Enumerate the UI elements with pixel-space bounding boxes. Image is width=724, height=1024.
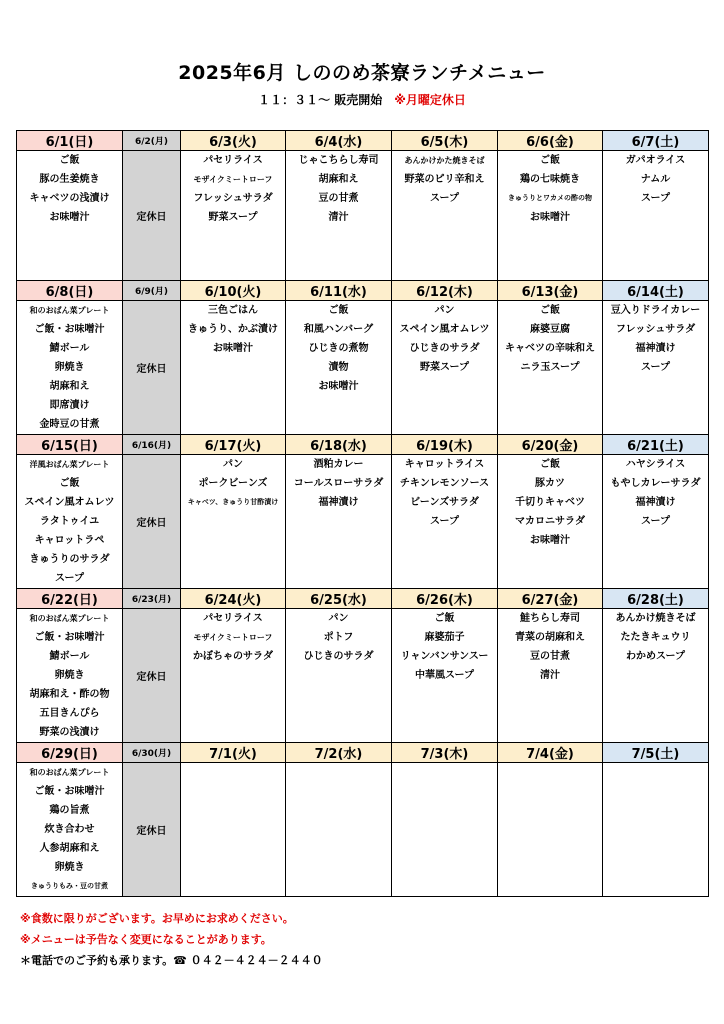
menu-item: 青菜の胡麻和え — [515, 632, 585, 643]
menu-item: ガパオライス — [625, 155, 686, 166]
menu-item: ひじきのサラダ — [303, 651, 374, 662]
day-header: 6/29(日) — [17, 743, 123, 763]
menu-item: 漬物 — [328, 362, 349, 373]
menu-item: 炊き合わせ — [44, 824, 95, 835]
week-menu-row — [17, 609, 709, 743]
menu-item: 豚カツ — [535, 478, 565, 489]
menu-item: チキンレモンソース — [399, 478, 490, 489]
sales-start-notice — [0, 91, 724, 108]
menu-item: ご飯 — [540, 305, 560, 316]
menu-item: 人参胡麻和え — [39, 843, 100, 854]
menu-item: ご飯 — [434, 613, 455, 624]
menu-item: きゅうりもみ・豆の甘煮 — [31, 882, 108, 890]
day-header: 6/10(火) — [181, 281, 286, 301]
week-header-row — [17, 743, 709, 763]
menu-item: 胡麻和え・酢の物 — [29, 689, 110, 700]
menu-item: キャロットライス — [404, 459, 485, 470]
menu-item: わかめスープ — [626, 651, 685, 662]
day-header: 7/4(金) — [498, 743, 603, 763]
menu-list — [17, 609, 122, 742]
day-header: 6/7(土) — [603, 131, 709, 151]
menu-item: お味噌汁 — [213, 343, 253, 354]
menu-item: 野菜のピリ辛和え — [404, 174, 485, 185]
day-header: 6/21(土) — [603, 435, 709, 455]
day-header: 6/19(木) — [392, 435, 498, 455]
menu-list — [17, 151, 122, 227]
day-menu-cell — [603, 301, 709, 435]
menu-item: きゅうりのサラダ — [29, 554, 110, 565]
page-title: 2025年6月 しののめ茶寮ランチメニュー — [178, 62, 546, 84]
menu-item: 鯖ボール — [49, 651, 90, 662]
day-header: 7/2(水) — [286, 743, 392, 763]
day-header: 6/14(土) — [603, 281, 709, 301]
menu-item: 福神漬け — [635, 497, 676, 508]
day-menu-cell — [603, 763, 709, 897]
menu-item: 清汁 — [540, 670, 560, 681]
menu-item: フレッシュサラダ — [615, 324, 696, 335]
menu-item: 鯖ボール — [49, 343, 90, 354]
day-header: 6/28(土) — [603, 589, 709, 609]
day-menu-cell — [392, 609, 498, 743]
menu-item: ビーンズサラダ — [410, 497, 479, 508]
menu-item: ご飯 — [328, 305, 349, 316]
day-menu-cell — [286, 151, 392, 281]
menu-item: キャベツの浅漬け — [29, 193, 110, 204]
week-header-row — [17, 435, 709, 455]
closed-day-cell: 定休日 — [123, 609, 181, 743]
menu-item: ニラ玉スープ — [520, 362, 580, 373]
menu-item: きゅうり、かぶ漬け — [188, 324, 278, 335]
day-header: 6/2(月) — [123, 131, 181, 151]
menu-list — [392, 151, 497, 208]
day-menu-cell — [181, 301, 286, 435]
menu-list — [17, 455, 122, 588]
menu-item: 金時豆の甘煮 — [39, 419, 100, 430]
menu-item: 卵焼き — [54, 862, 85, 873]
day-menu-cell — [181, 609, 286, 743]
menu-item: ご飯 — [540, 459, 560, 470]
menu-item: 卵焼き — [54, 670, 85, 681]
menu-item: スープ — [430, 193, 459, 204]
day-menu-cell — [603, 609, 709, 743]
menu-item: 胡麻和え — [318, 174, 359, 185]
menu-item: 卵焼き — [54, 362, 85, 373]
week-menu-row — [17, 151, 709, 281]
menu-item: 豆の甘煮 — [530, 651, 570, 662]
menu-item: 清汁 — [328, 212, 349, 223]
menu-item: 酒粕カレー — [313, 459, 364, 470]
day-header: 6/16(月) — [123, 435, 181, 455]
day-header: 6/27(金) — [498, 589, 603, 609]
menu-item: スープ — [641, 362, 670, 373]
day-menu-cell — [17, 763, 123, 897]
menu-item: お味噌汁 — [530, 535, 570, 546]
menu-item: パン — [223, 459, 243, 470]
menu-item: ポークビーンズ — [198, 478, 268, 489]
menu-item: 中華風スープ — [415, 670, 474, 681]
day-header: 7/5(土) — [603, 743, 709, 763]
week-header-row — [17, 589, 709, 609]
day-header: 6/8(日) — [17, 281, 123, 301]
menu-item: スペイン風オムレツ — [399, 324, 490, 335]
menu-item: かぼちゃのサラダ — [193, 651, 273, 662]
menu-item: コールスローサラダ — [293, 478, 384, 489]
day-menu-cell — [498, 609, 603, 743]
menu-item: 麻婆豆腐 — [530, 324, 570, 335]
menu-item: 三色ごはん — [208, 305, 258, 316]
menu-list — [603, 455, 708, 531]
menu-item: 豚の生姜焼き — [39, 174, 100, 185]
menu-item: ひじきのサラダ — [409, 343, 480, 354]
menu-list — [17, 763, 122, 896]
menu-item: 五目きんぴら — [39, 708, 100, 719]
menu-item: モザイクミートローフ — [193, 175, 273, 184]
menu-list — [603, 301, 708, 377]
menu-list — [286, 151, 391, 227]
menu-item: ご飯 — [59, 478, 80, 489]
menu-list — [286, 609, 391, 666]
day-header: 6/6(金) — [498, 131, 603, 151]
menu-item: お味噌汁 — [318, 381, 359, 392]
menu-item: あんかけかた焼きそば — [404, 156, 485, 165]
day-header: 7/3(木) — [392, 743, 498, 763]
day-menu-cell — [286, 763, 392, 897]
day-menu-cell — [392, 455, 498, 589]
week-menu-row — [17, 301, 709, 435]
day-header: 6/17(火) — [181, 435, 286, 455]
menu-list — [286, 301, 391, 396]
day-menu-cell — [181, 151, 286, 281]
menu-item: 洋風おばん菜プレート — [29, 460, 110, 469]
menu-item: たたきキュウリ — [620, 632, 691, 643]
menu-item: じゃこちらし寿司 — [298, 155, 379, 166]
menu-item: ご飯・お味噌汁 — [34, 324, 105, 335]
menu-item: きゅうりとワカメの酢の物 — [508, 194, 592, 202]
week-header-row — [17, 281, 709, 301]
menu-item: ご飯・お味噌汁 — [34, 786, 105, 797]
day-menu-cell — [181, 763, 286, 897]
menu-item: 和のおばん菜プレート — [29, 614, 110, 623]
menu-list — [392, 609, 497, 685]
menu-item: 和のおばん菜プレート — [29, 306, 110, 315]
menu-list — [392, 455, 497, 531]
day-menu-cell — [498, 763, 603, 897]
day-header: 6/1(日) — [17, 131, 123, 151]
menu-item: スープ — [641, 516, 670, 527]
menu-item: 鮭ちらし寿司 — [520, 613, 580, 624]
menu-item: マカロニサラダ — [515, 516, 585, 527]
menu-item: 即席漬け — [49, 400, 90, 411]
menu-list — [498, 455, 602, 550]
day-header: 6/24(火) — [181, 589, 286, 609]
menu-item: 野菜の浅漬け — [39, 727, 100, 738]
menu-item: リャンバンサンスー — [400, 651, 489, 662]
sales-start-time: １１：３１～ 販売開始 — [258, 93, 383, 107]
day-header: 6/9(月) — [123, 281, 181, 301]
day-header: 6/20(金) — [498, 435, 603, 455]
day-header: 6/30(月) — [123, 743, 181, 763]
day-menu-cell — [498, 455, 603, 589]
week-header-row — [17, 131, 709, 151]
menu-item: パン — [434, 305, 455, 316]
day-menu-cell — [392, 763, 498, 897]
day-header: 7/1(火) — [181, 743, 286, 763]
menu-item: 野菜スープ — [208, 212, 258, 223]
footer-notes — [20, 908, 323, 971]
menu-item: 豆の甘煮 — [318, 193, 359, 204]
day-header: 6/15(日) — [17, 435, 123, 455]
menu-item: ご飯 — [540, 155, 560, 166]
day-menu-cell — [17, 301, 123, 435]
day-menu-cell — [498, 151, 603, 281]
menu-list — [603, 609, 708, 666]
menu-calendar — [16, 130, 709, 897]
menu-item: 鶏の旨煮 — [49, 805, 90, 816]
day-header: 6/25(水) — [286, 589, 392, 609]
menu-list — [181, 609, 285, 666]
menu-list — [498, 301, 602, 377]
menu-item: お味噌汁 — [530, 212, 570, 223]
menu-list — [286, 455, 391, 512]
day-menu-cell — [603, 151, 709, 281]
day-header: 6/5(木) — [392, 131, 498, 151]
day-menu-cell — [17, 609, 123, 743]
day-header: 6/26(木) — [392, 589, 498, 609]
day-menu-cell — [498, 301, 603, 435]
footer-change-note: ※メニューは予告なく変更になることがあります。 — [20, 933, 272, 946]
menu-item: パン — [328, 613, 349, 624]
day-header: 6/12(木) — [392, 281, 498, 301]
day-menu-cell — [17, 151, 123, 281]
day-header: 6/23(月) — [123, 589, 181, 609]
day-header: 6/3(火) — [181, 131, 286, 151]
day-menu-cell — [392, 301, 498, 435]
day-menu-cell — [286, 455, 392, 589]
menu-item: ラタトゥイユ — [39, 516, 100, 527]
menu-item: ポトフ — [323, 632, 354, 643]
menu-item: ハヤシライス — [625, 459, 686, 470]
day-menu-cell — [181, 455, 286, 589]
day-header: 6/4(水) — [286, 131, 392, 151]
menu-item: 麻婆茄子 — [424, 632, 465, 643]
menu-item: あんかけ焼きそば — [615, 613, 696, 624]
menu-item: スープ — [641, 193, 670, 204]
day-header: 6/22(日) — [17, 589, 123, 609]
menu-item: 豆入りドライカレー — [610, 305, 701, 316]
menu-item: スープ — [430, 516, 459, 527]
menu-item: キャベツの辛味和え — [505, 343, 595, 354]
menu-list — [181, 151, 285, 227]
menu-item: パセリライス — [203, 155, 263, 166]
menu-item: ご飯・お味噌汁 — [34, 632, 105, 643]
closed-day-cell: 定休日 — [123, 151, 181, 281]
menu-item: フレッシュサラダ — [193, 193, 273, 204]
day-menu-cell — [286, 609, 392, 743]
menu-list — [498, 151, 602, 227]
menu-item: キャロットラペ — [34, 535, 105, 546]
menu-list — [181, 301, 285, 358]
menu-list — [181, 455, 285, 512]
menu-item: モザイクミートローフ — [193, 633, 273, 642]
day-header: 6/11(水) — [286, 281, 392, 301]
menu-item: キャベツ、きゅうり甘酢漬け — [187, 498, 279, 506]
menu-item: お味噌汁 — [49, 212, 90, 223]
day-menu-cell — [286, 301, 392, 435]
menu-item: 福神漬け — [635, 343, 676, 354]
menu-item: スープ — [55, 573, 84, 584]
footer-phone-note: ＊電話でのご予約も承ります。☎ ０４２－４２４－２４４０ — [20, 954, 323, 967]
day-menu-cell — [603, 455, 709, 589]
menu-item: もやしカレーサラダ — [610, 478, 701, 489]
menu-item: ひじきの煮物 — [308, 343, 369, 354]
menu-item: 福神漬け — [318, 497, 359, 508]
menu-item: パセリライス — [203, 613, 263, 624]
closed-day-cell: 定休日 — [123, 301, 181, 435]
closed-day-note: ※月曜定休日 — [394, 93, 466, 107]
footer-limited-note: ※食数に限りがございます。お早めにお求めください。 — [20, 912, 294, 925]
closed-day-cell: 定休日 — [123, 455, 181, 589]
day-menu-cell — [392, 151, 498, 281]
menu-item: スペイン風オムレツ — [24, 497, 115, 508]
menu-item: 和風ハンバーグ — [303, 324, 374, 335]
menu-item: 鶏の七味焼き — [520, 174, 580, 185]
menu-item: ナムル — [640, 174, 671, 185]
menu-item: 千切りキャベツ — [515, 497, 585, 508]
menu-list — [498, 609, 602, 685]
menu-item: 野菜スープ — [420, 362, 469, 373]
day-header: 6/13(金) — [498, 281, 603, 301]
menu-item: 和のおばん菜プレート — [29, 768, 110, 777]
week-menu-row — [17, 763, 709, 897]
day-menu-cell — [17, 455, 123, 589]
week-menu-row — [17, 455, 709, 589]
menu-list — [392, 301, 497, 377]
closed-day-cell: 定休日 — [123, 763, 181, 897]
menu-list — [603, 151, 708, 208]
menu-item: ご飯 — [59, 155, 80, 166]
day-header: 6/18(水) — [286, 435, 392, 455]
menu-list — [17, 301, 122, 434]
menu-item: 胡麻和え — [49, 381, 90, 392]
